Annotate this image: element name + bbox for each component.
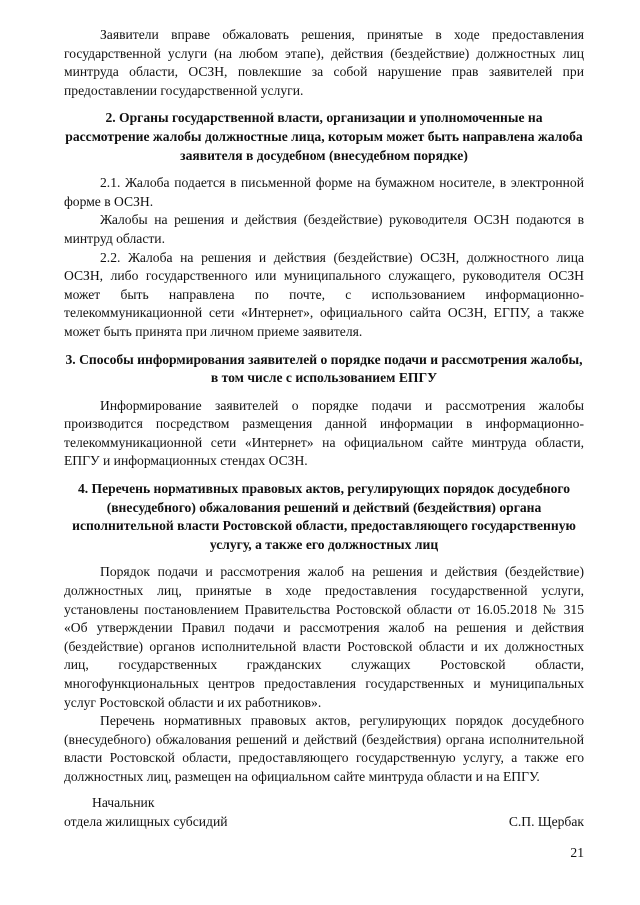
section-2-paragraph-3: 2.2. Жалоба на решения и действия (бездействие) ОСЗН, должностного лица ОСЗН, либо государственного или муниципального служащего, руководителя ОСЗН может быть направлена по почте, с использованием информационно-телекоммуникационной сети «Интернет», официального сайта ОСЗН, ЕГПУ, а также может быть принята при личном приеме заявителя. xyxy=(64,249,584,339)
section-4-heading: 4. Перечень нормативных правовых актов, регулирующих порядок досудебного (внесудебного) обжалования решений и действий (бездействия) органа исполнительной власти Ростовской области, предоставляющего государственную услугу, а также его должностных лиц xyxy=(72,481,576,552)
section-4-paragraph-2: Перечень нормативных правовых актов, регулирующих порядок досудебного (внесудебного) обжалования решений и действий (бездействия) органа исполнительной власти Ростовской области, предоставляющего государственную услугу, а также его должностных лиц, размещен на официальном сайте минтруда области и на ЕПГУ. xyxy=(64,713,584,784)
section-4-paragraph-1: Порядок подачи и рассмотрения жалоб на решения и действия (бездействие) должностных лиц, принятые в ходе предоставления государственной услуги, установлены постановлением Правительства Ростовской области от 16.05.2018 № 315 «Об утверждении Правил подачи и рассмотрения жалоб на решения и действия (бездействие) органов исполнительной власти Ростовской области и их должностных лиц, государственных гражданских служащих Ростовской области, многофункциональных центров предоставления государственных и муниципальных услуг Ростовской области и их работников». xyxy=(64,564,584,710)
section-2-paragraph-2: Жалобы на решения и действия (бездействие) руководителя ОСЗН подаются в минтруд области. xyxy=(64,212,584,246)
section-3-heading: 3. Способы информирования заявителей о порядке подачи и рассмотрения жалобы, в том числе с использованием ЕПГУ xyxy=(65,351,583,386)
signature-block xyxy=(64,794,584,831)
signature-name: С.П. Щербак xyxy=(508,813,584,829)
intro-paragraph: Заявители вправе обжаловать решения, принятые в ходе предоставления государственной услуги (на любом этапе), действия (бездействие) должностных лиц минтруда области, ОСЗН, повлекшие за собой нарушение прав заявителей при предоставлении государственной услуги. xyxy=(64,27,584,98)
section-2-heading: 2. Органы государственной власти, организации и уполномоченные на рассмотрение жалобы должностные лица, которым может быть направлена жалоба заявителя в досудебном (внесудебном порядке) xyxy=(65,110,583,163)
document-body xyxy=(64,26,584,787)
page-number: 21 xyxy=(570,845,584,860)
signature-title: Начальник xyxy=(92,795,155,810)
section-2-paragraph-1: 2.1. Жалоба подается в письменной форме на бумажном носителе, в электронной форме в ОСЗН. xyxy=(64,175,584,209)
section-3-paragraph-1: Информирование заявителей о порядке подачи и рассмотрения жалобы производится посредством размещения данной информации в информационно-телекоммуникационной сети «Интернет» на официальном сайте минтруда области, ЕПГУ и информационных стендах ОСЗН. xyxy=(64,397,584,469)
signature-department: отдела жилищных субсидий xyxy=(64,813,228,829)
